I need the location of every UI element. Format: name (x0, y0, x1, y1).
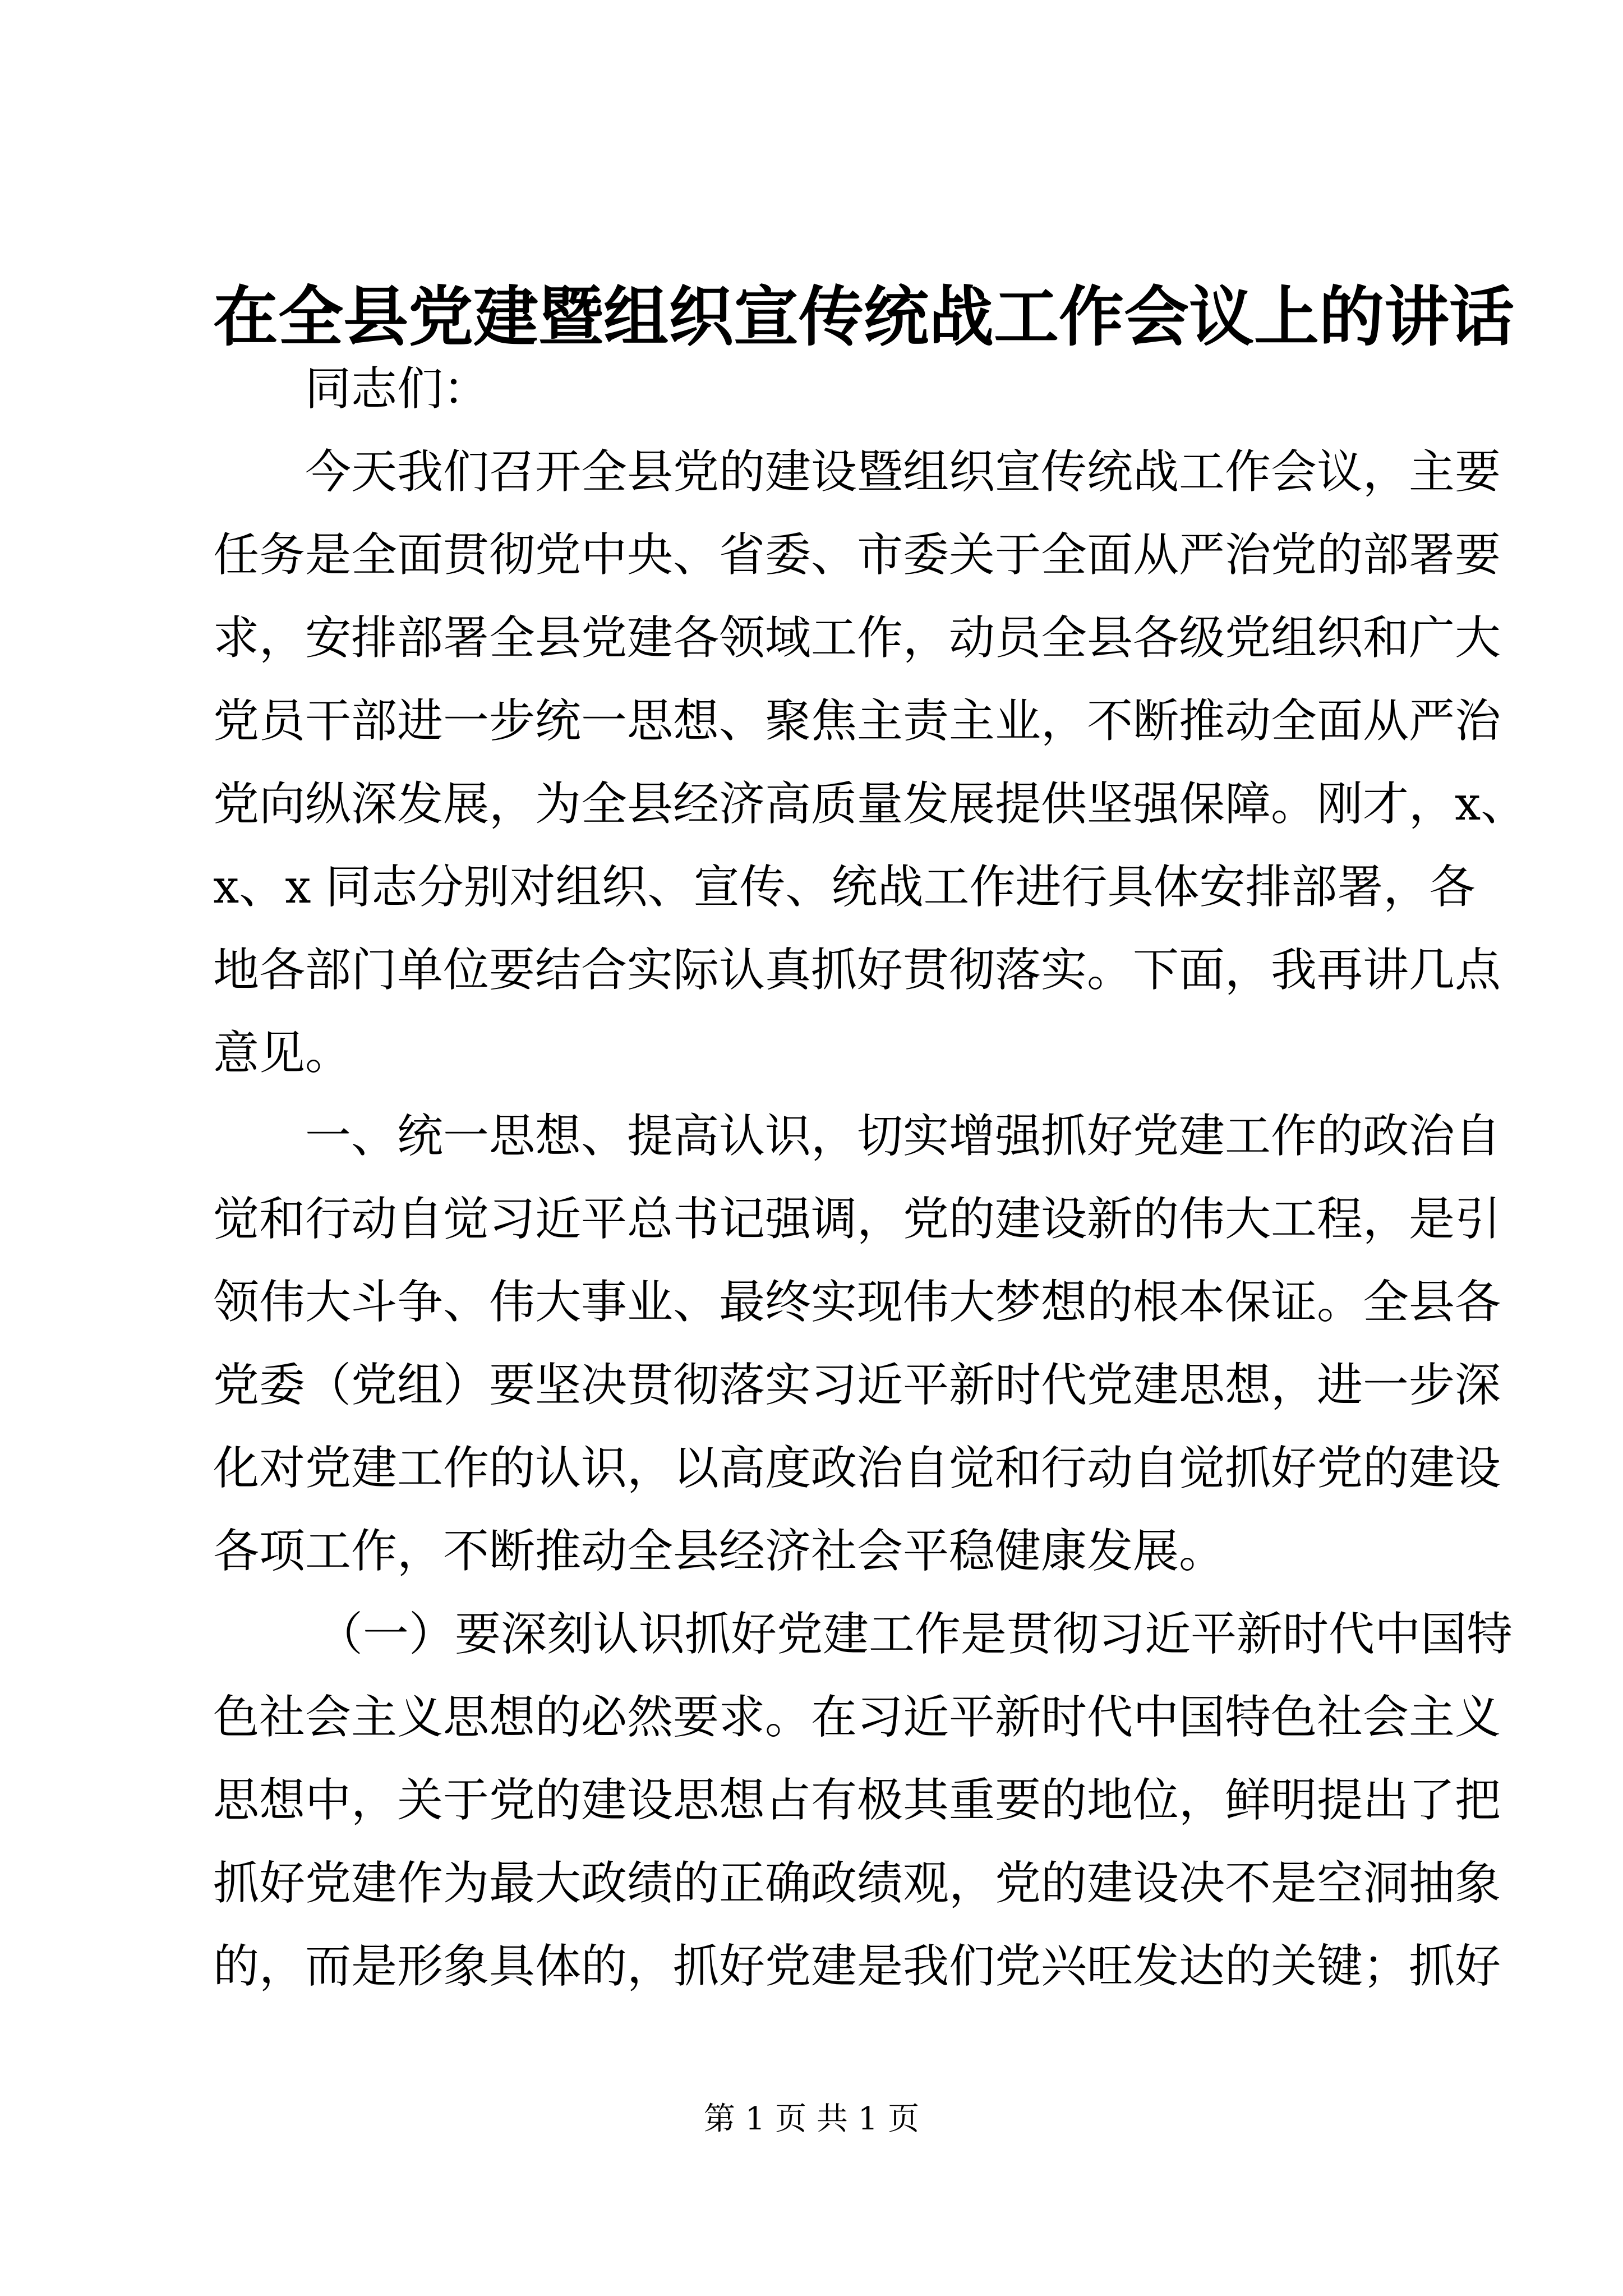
document-body (213, 348, 1527, 2008)
paragraph-line: 一、统一思想、提高认识，切实增强抓好党建工作的政治自 (305, 1110, 1501, 1163)
paragraph-line: 的，而是形象具体的，抓好党建是我们党兴旺发达的关键；抓好 (213, 1940, 1501, 1993)
paragraph-line: x、x 同志分别对组织、宣传、统战工作进行具体安排部署，各 (213, 861, 1476, 914)
paragraph-line: 觉和行动自觉习近平总书记强调，党的建设新的伟大工程，是引 (213, 1193, 1501, 1246)
paragraph-line: 地各部门单位要结合实际认真抓好贯彻落实。下面，我再讲几点 (213, 944, 1501, 997)
paragraph-line: 领伟大斗争、伟大事业、最终实现伟大梦想的根本保证。全县各 (213, 1276, 1501, 1329)
document-title: 在全县党建暨组织宣传统战工作会议上的讲话 (213, 279, 1514, 355)
paragraph-line: 今天我们召开全县党的建设暨组织宣传统战工作会议，主要 (305, 445, 1501, 499)
paragraph-line: 任务是全面贯彻党中央、省委、市委关于全面从严治党的部署要 (213, 528, 1501, 582)
paragraph-line: 党员干部进一步统一思想、聚焦主责主业，不断推动全面从严治 (213, 694, 1501, 748)
paragraph-line: 色社会主义思想的必然要求。在习近平新时代中国特色社会主义 (213, 1691, 1501, 1744)
paragraph-subsection-one (213, 1593, 1513, 2008)
paragraph-line: 思想中，关于党的建设思想占有极其重要的地位，鲜明提出了把 (213, 1774, 1501, 1827)
paragraph-line: 意见。 (213, 1027, 352, 1080)
page-number-footer: 第 1 页 共 1 页 (703, 2101, 920, 2137)
salutation: 同志们： (305, 362, 490, 416)
paragraph-line: 抓好党建作为最大政绩的正确政绩观，党的建设决不是空洞抽象 (213, 1857, 1501, 1910)
paragraph-section-one (213, 1095, 1501, 1593)
paragraph-line: 化对党建工作的认识，以高度政治自觉和行动自觉抓好党的建设 (213, 1442, 1501, 1495)
paragraph-line: （一）要深刻认识抓好党建工作是贯彻习近平新时代中国特 (317, 1608, 1513, 1661)
paragraph-line: 党向纵深发展，为全县经济高质量发展提供坚强保障。刚才，x、 (213, 777, 1527, 831)
paragraph-intro (213, 431, 1527, 1095)
paragraph-line: 各项工作，不断推动全县经济社会平稳健康发展。 (213, 1525, 1225, 1578)
paragraph-line: 求，安排部署全县党建各领域工作，动员全县各级党组织和广大 (213, 611, 1501, 665)
paragraph-line: 党委（党组）要坚决贯彻落实习近平新时代党建思想，进一步深 (213, 1359, 1501, 1412)
